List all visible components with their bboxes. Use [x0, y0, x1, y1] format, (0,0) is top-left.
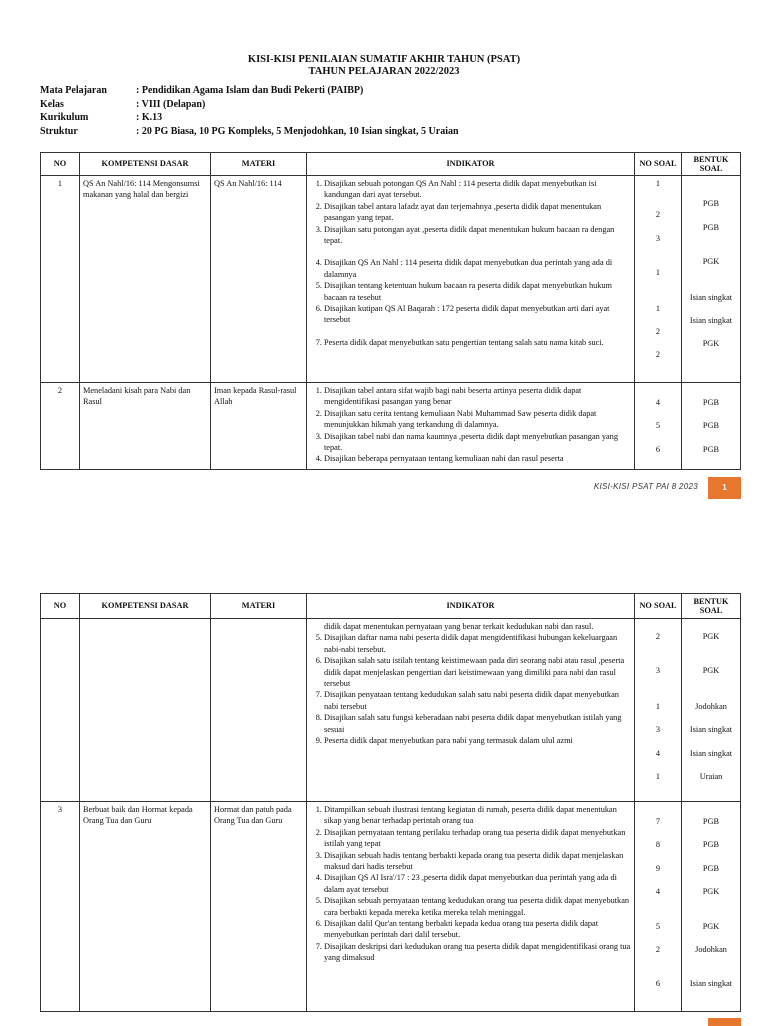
row-bentuk-soal [682, 619, 741, 802]
table-row [41, 802, 741, 1012]
table-row [41, 619, 741, 802]
indikator-item: 1. Disajikan sebuah potongan QS An Nahl : 114 peserta didik dapat menyebutkan isi kandungan dari ayat tersebut. [324, 178, 631, 201]
page-footer [0, 477, 768, 499]
footer-text: KISI-KISI PSAT PAI 8 2023 [593, 482, 698, 491]
indikator-item: 1. Disajikan tabel antara sifat wajib bagi nabi beserta artinya peserta didik dapat mengidentifikasi pasangan yang benar [324, 385, 631, 408]
bentuk-soal-value: PGB [702, 817, 720, 826]
bentuk-soal-value: PGB [702, 199, 720, 209]
page-number-badge: 1 [708, 477, 741, 499]
meta-label: Kurikulum [40, 112, 89, 123]
row-materi: Iman kepada Rasul-rasul Allah [211, 383, 307, 470]
indikator-item: 6. Disajikan kutipan QS Al Baqarah : 172 peserta didik dapat menyebutkan arti dari ayat tersebut [324, 303, 631, 326]
indikator-item: 3. Disajikan satu potongan ayat ,peserta didik dapat menentukan hukum bacaan ra dengan tepat. [324, 224, 631, 247]
row-kompetensi-dasar: Meneladani kisah para Nabi dan Rasul [80, 383, 211, 470]
row-bentuk-soal [682, 802, 741, 1012]
row-indikator [307, 383, 635, 470]
indikator-item: 7. Peserta didik dapat menyebutkan satu pengertian tentang salah satu nama kitab suci. [324, 337, 631, 348]
row-no-soal [635, 802, 682, 1012]
indikator-item: 4. Disajikan QS Al Isra'/17 : 23 ,peserta didik dapat menyebutkan dua perintah yang ada di dalam ayat tersebut [324, 872, 631, 895]
header-bentuk-soal: BENTUK SOAL [682, 153, 741, 176]
row-bentuk-soal [682, 176, 741, 383]
bentuk-soal-value: PGB [702, 840, 720, 850]
indikator-item: 5. Disajikan sebuah pernyataan tentang kedudukan orang tua peserta didik dapat menyebutkan cara berbakti kepada mereka ketika mereka telah meninggal. [324, 895, 631, 918]
no-soal-value: 1 [655, 303, 661, 313]
indikator-item: 6. Disajikan dalil Qur'an tentang berbakti kepada kedua orang tua peserta didik dapat menyebutkan perintah dari dalil tersebut. [324, 918, 631, 941]
header-kompetensi-dasar: KOMPETENSI DASAR [80, 153, 211, 176]
row-kompetensi-dasar [80, 619, 211, 802]
page-number-badge-partial [708, 1018, 741, 1026]
row-materi: QS An Nahl/16: 114 [211, 176, 307, 383]
no-soal-value: 1 [655, 179, 661, 188]
bentuk-soal-value: Jodohkan [695, 945, 727, 955]
indikator-item: 8. Disajikan salah satu fungsi keberadaan nabi peserta didik dapat menyebutkan istilah yang sesuai [324, 712, 631, 735]
indikator-item: 2. Disajikan pernyataan tentang perilaku terhadap orang tua peserta didik dapat menyebutkan istilah yang tepat [324, 827, 631, 850]
header-indikator: INDIKATOR [307, 594, 635, 619]
no-soal-value: 3 [655, 725, 661, 735]
header-indikator: INDIKATOR [307, 153, 635, 176]
bentuk-soal-value: Jodohkan [695, 701, 727, 711]
meta-value: : Pendidikan Agama Islam dan Budi Pekerti (PAIBP) [136, 85, 364, 96]
no-soal-value: 3 [655, 233, 661, 243]
row-kompetensi-dasar: QS An Nahl/16: 114 Mengonsumsi makanan yang halal dan bergizi [80, 176, 211, 383]
no-soal-value: 9 [655, 863, 661, 873]
bentuk-soal-value: PGK [702, 339, 720, 349]
document-page-2 [0, 540, 768, 1024]
row-no: 3 [41, 802, 80, 1012]
no-soal-value: 5 [655, 421, 661, 431]
no-soal-value: 7 [655, 817, 661, 826]
no-soal-value: 1 [655, 268, 661, 278]
bentuk-soal-value: PGB [702, 222, 720, 232]
bentuk-soal-value: Isian singkat [689, 292, 733, 302]
header-materi: MATERI [211, 153, 307, 176]
row-bentuk-soal [682, 383, 741, 470]
header-kompetensi-dasar: KOMPETENSI DASAR [80, 594, 211, 619]
row-kompetensi-dasar: Berbuat baik dan Hormat kepada Orang Tua dan Guru [80, 802, 211, 1012]
indikator-item: 3. Disajikan tabel nabi dan nama kaumnya ,peserta didik dapt menyebutkan pasangan yang tepat. [324, 431, 631, 454]
document-title: KISI-KISI PENILAIAN SUMATIF AKHIR TAHUN (PSAT) [247, 54, 521, 65]
meta-value: : VIII (Delapan) [136, 98, 206, 110]
no-soal-value: 1 [655, 701, 661, 711]
no-soal-value: 5 [655, 921, 661, 931]
no-soal-value: 8 [655, 840, 661, 850]
header-materi: MATERI [211, 594, 307, 619]
row-no-soal [635, 383, 682, 470]
meta-label: Struktur [40, 125, 78, 137]
row-indikator [307, 802, 635, 1012]
table-row [41, 176, 741, 383]
no-soal-value: 2 [655, 210, 661, 220]
bentuk-soal-value: PGK [702, 666, 720, 676]
no-soal-value: 6 [655, 979, 661, 989]
bentuk-soal-value: PGB [702, 863, 720, 873]
indikator-item: 4. Disajikan QS An Nahl : 114 peserta didik dapat menyebutkan dua perintah yang ada di dalamnya [324, 257, 631, 280]
table-row [41, 383, 741, 470]
no-soal-value: 2 [655, 632, 661, 641]
bentuk-soal-value: Isian singkat [689, 316, 733, 326]
no-soal-value: 2 [655, 945, 661, 955]
row-no: 2 [41, 383, 80, 470]
indikator-item: 2. Disajikan satu cerita tentang kemuliaan Nabi Muhammad Saw peserta didik dapat menunjukkan hikmah yang terkandung di dalamnya. [324, 408, 631, 431]
meta-label: Mata Pelajaran [40, 85, 107, 96]
indikator-item: 6. Disajikan salah satu istilah tentang keistimewaan pada diri seorang nabi atau rasul ,peserta didik dapat menjelaskan pengertian dari keistimewaan yang dimiliki para nabi dan rasul tersebut [324, 655, 631, 689]
bentuk-soal-value: Isian singkat [689, 748, 733, 758]
meta-value: : 20 PG Biasa, 10 PG Kompleks, 5 Menjodohkan, 10 Isian singkat, 5 Uraian [136, 125, 459, 137]
bentuk-soal-value: PGK [702, 632, 720, 641]
indikator-item: 4. Disajikan beberapa pernyataan tentang kemuliaan nabi dan rasul peserta [324, 453, 631, 464]
bentuk-soal-value: PGB [702, 421, 720, 431]
row-materi: Hormat dan patuh pada Orang Tua dan Guru [211, 802, 307, 1012]
header-bentuk-soal: BENTUK SOAL [682, 594, 741, 619]
bentuk-soal-value: PGB [702, 398, 720, 407]
indikator-continued: didik dapat menentukan pernyataan yang benar terkait kedudukan nabi dan rasul. [324, 622, 594, 631]
no-soal-value: 4 [655, 887, 661, 897]
no-soal-value: 4 [655, 398, 661, 407]
bentuk-soal-value: PGK [702, 921, 720, 931]
bentuk-soal-value: PGK [702, 257, 720, 267]
header-no-soal: NO SOAL [635, 594, 682, 619]
row-no-soal [635, 176, 682, 383]
row-materi [211, 619, 307, 802]
indikator-item: 3. Disajikan sebuah hadis tentang berbakti kepada orang tua peserta didik dapat menjelaskan maksud dari hadis tersebut [324, 850, 631, 873]
row-indikator [307, 619, 635, 802]
row-no [41, 619, 80, 802]
kisi-kisi-table-page-1 [40, 152, 741, 470]
bentuk-soal-value: Uraian [699, 772, 723, 782]
indikator-item: 9. Peserta didik dapat menyebutkan para nabi yang termasuk dalam ulul azmi [324, 735, 631, 746]
header-no-soal: NO SOAL [635, 153, 682, 176]
kisi-kisi-table-page-2 [40, 593, 741, 1012]
document-subtitle: TAHUN PELAJARAN 2022/2023 [308, 66, 460, 77]
indikator-item: 7. Disajikan deskripsi dari kedudukan orang tua peserta didik dapat mengidentifikasi orang tua yang dimaksud [324, 941, 631, 964]
row-no-soal [635, 619, 682, 802]
indikator-item: 5. Disajikan daftar nama nabi peserta didik dapat mengidentifikasi hubungan kekeluargaan nabi-nabi tersebut. [324, 632, 631, 655]
meta-value: : K.13 [136, 112, 163, 123]
header-no: NO [41, 594, 80, 619]
document-meta [40, 84, 459, 138]
meta-label: Kelas [40, 98, 64, 110]
indikator-item: 5. Disajikan tentang ketentuan hukum bacaan ra peserta didik dapat menyebutkan hukum bacaan ra tesebut [324, 280, 631, 303]
indikator-item: 2. Disajikan tabel antara lafadz ayat dan terjemahnya ,peserta didik dapat menentukan pasangan yang tepat. [324, 201, 631, 224]
no-soal-value: 2 [655, 327, 661, 337]
no-soal-value: 1 [655, 772, 661, 782]
no-soal-value: 6 [655, 444, 661, 454]
bentuk-soal-value: Isian singkat [689, 979, 733, 989]
no-soal-value: 3 [655, 666, 661, 676]
bentuk-soal-value: PGK [702, 887, 720, 897]
bentuk-soal-value: Isian singkat [689, 725, 733, 735]
indikator-item: 1. Ditampilkan sebuah ilustrasi tentang kegiatan di rumah, peserta didik dapat menentukan sikap yang benar terhadap perintah orang tua [324, 804, 631, 827]
indikator-item: 7. Disajikan penyataan tentang kedudukan salah satu nabi peserta didik dapat menyebutkan nabi tersebut [324, 689, 631, 712]
no-soal-value: 2 [655, 350, 661, 360]
row-indikator [307, 176, 635, 383]
bentuk-soal-value: PGB [702, 444, 720, 454]
no-soal-value: 4 [655, 748, 661, 758]
header-no: NO [41, 153, 80, 176]
row-no: 1 [41, 176, 80, 383]
